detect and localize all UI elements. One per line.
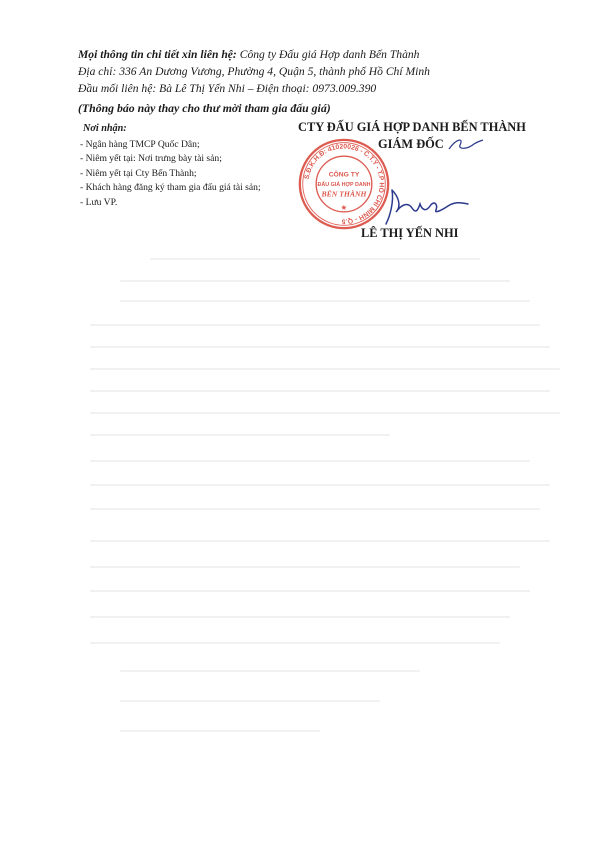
handwritten-signature-icon [372,180,472,230]
contact-line-company [78,46,430,63]
seal-line3: BẾN THÀNH [321,189,367,199]
recipient-item: - Lưu VP. [80,196,261,211]
recipients-block [80,122,261,211]
initial-flourish-icon [446,135,486,155]
contact-person: Đầu mối liên hệ: Bà Lê Thị Yến Nhi – Điện thoại: 0973.009.390 [78,82,377,95]
seal-ring-text: S.Đ.K.H.Đ: 41020026 - C.T.Y - T.P HỒ CHÍ MINH - Q.5 [303,143,385,225]
signer-company: CTY ĐẤU GIÁ HỢP DANH BẾN THÀNH [298,120,526,134]
contact-address: Địa chỉ: 336 An Dương Vương, Phường 4, Quận 5, thành phố Hồ Chí Minh [78,65,430,78]
signer-title: GIÁM ĐỐC [378,137,444,151]
seal-line2: ĐẤU GIÁ HỢP DANH [317,181,371,188]
recipient-item: - Niêm yết tại Cty Bến Thành; [80,167,261,182]
contact-company: Công ty Đấu giá Hợp danh Bến Thành [236,48,420,61]
recipient-item: - Ngân hàng TMCP Quốc Dân; [80,138,261,153]
recipients-heading: Nơi nhận: [83,123,127,134]
notice-note: (Thông báo này thay cho thư mời tham gia đấu giá) [78,101,331,115]
signer-name: LÊ THỊ YẾN NHI [361,226,459,240]
recipient-item: - Niêm yết tại: Nơi trưng bày tài sản; [80,152,261,167]
contact-info [78,46,430,97]
recipients-list [80,138,261,211]
recipient-item: - Khách hàng đăng ký tham gia đấu giá tài sản; [80,181,261,196]
contact-label: Mọi thông tin chi tiết xin liên hệ: [78,48,237,61]
seal-line1: CÔNG TY [328,171,360,179]
svg-text:★: ★ [340,202,348,212]
